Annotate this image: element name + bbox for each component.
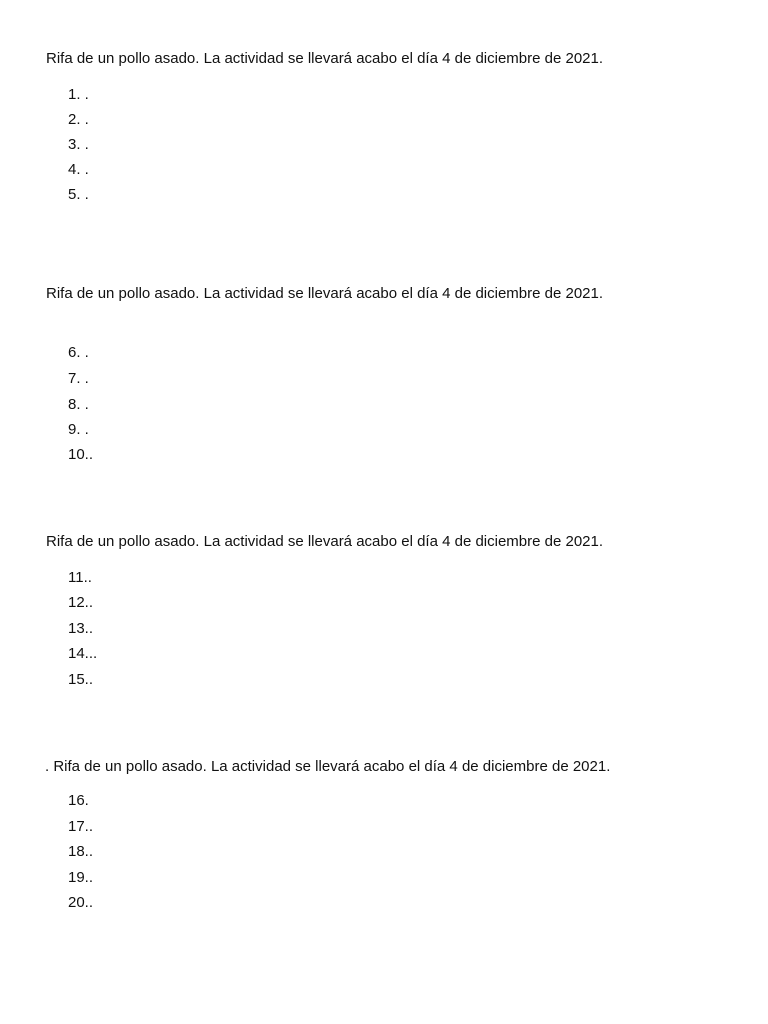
list-item: 17.. <box>68 818 94 835</box>
list-item: 5. . <box>68 186 89 203</box>
list-item: 1. . <box>68 86 89 103</box>
list-item: 2. . <box>68 111 89 128</box>
list-item: 10.. <box>68 446 94 463</box>
list-item: 20.. <box>68 894 94 911</box>
section-heading: . Rifa de un pollo asado. La actividad se llevará acabo el día 4 de diciembre de 2021. <box>45 758 611 775</box>
list-item: 8. . <box>68 396 89 413</box>
list-item: 15.. <box>68 671 94 688</box>
section-heading: Rifa de un pollo asado. La actividad se llevará acabo el día 4 de diciembre de 2021. <box>46 285 604 302</box>
section-heading: Rifa de un pollo asado. La actividad se llevará acabo el día 4 de diciembre de 2021. <box>46 50 604 67</box>
list-item: 18.. <box>68 843 94 860</box>
list-item: 3. . <box>68 136 89 153</box>
list-item: 12.. <box>68 594 94 611</box>
section-heading: Rifa de un pollo asado. La actividad se llevará acabo el día 4 de diciembre de 2021. <box>46 533 604 550</box>
list-item: 13.. <box>68 620 94 637</box>
list-item: 6. . <box>68 344 89 361</box>
list-item: 19.. <box>68 869 94 886</box>
list-item: 9. . <box>68 421 89 438</box>
list-item: 11.. <box>68 569 92 586</box>
list-item: 7. . <box>68 370 89 387</box>
list-item: 14... <box>68 645 98 662</box>
list-item: 4. . <box>68 161 89 178</box>
list-item: 16. <box>68 792 89 809</box>
